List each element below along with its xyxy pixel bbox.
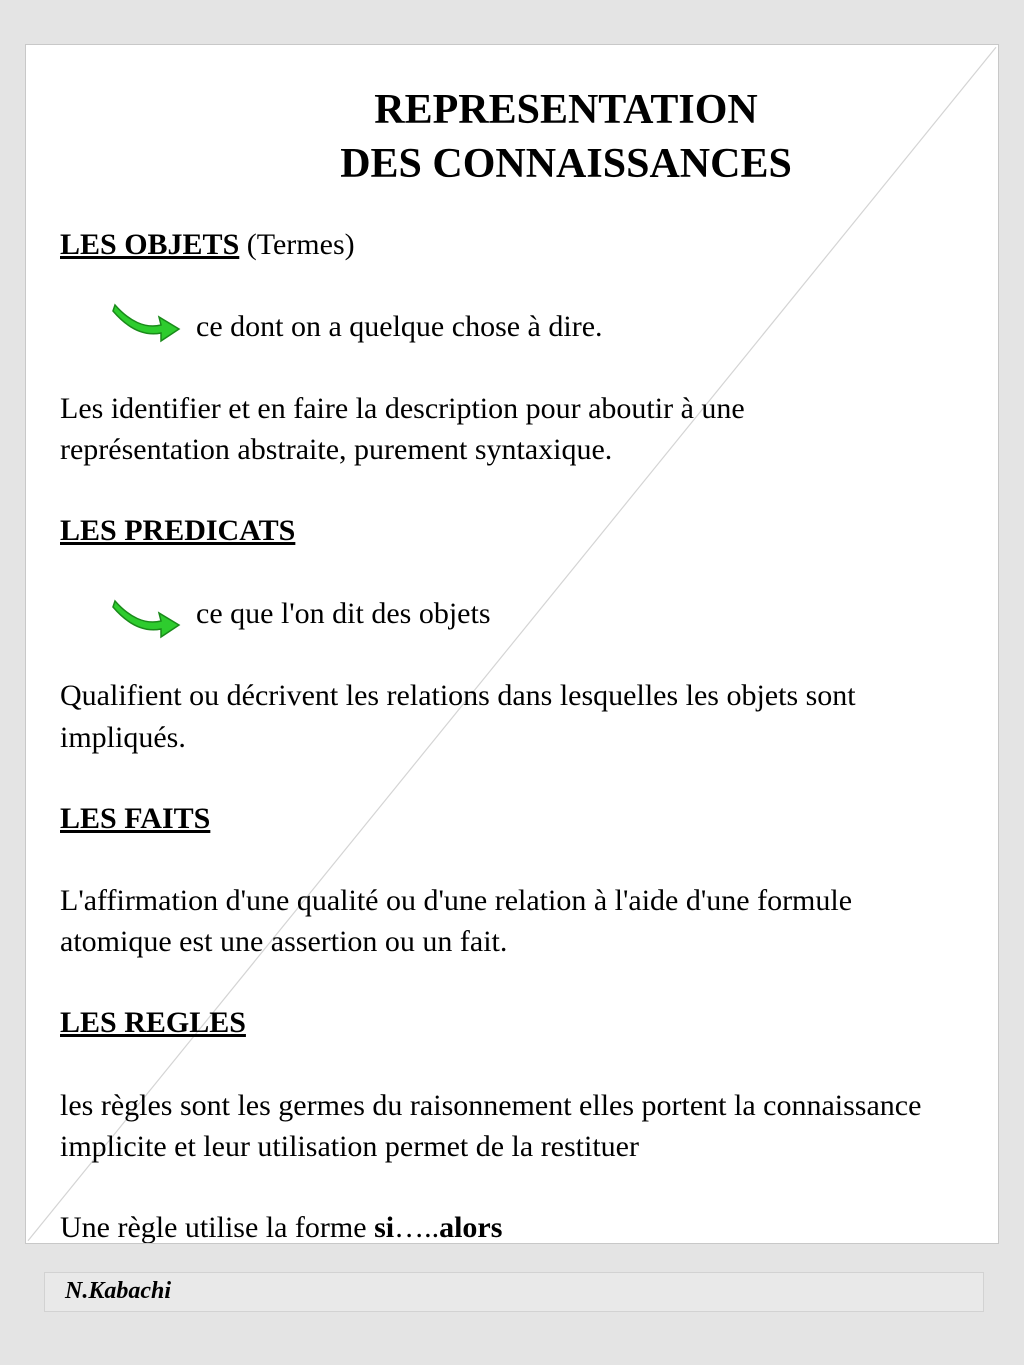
predicats-paragraph-line-2: impliqués. <box>60 721 186 754</box>
section-heading-objets: LES OBJETS <box>60 228 240 261</box>
regles-form-line <box>60 1208 502 1244</box>
section-objets-header <box>60 225 355 265</box>
slide-page <box>25 44 999 1244</box>
regles-form-dots: ….. <box>394 1211 440 1244</box>
page-title-line-2: DES CONNAISSANCES <box>340 141 792 187</box>
objets-bullet-text: ce dont on a quelque chose à dire. <box>196 310 603 343</box>
section-heading-regles: LES REGLES <box>60 1006 246 1039</box>
regles-form-alors: alors <box>439 1211 503 1244</box>
footer-author: N.Kabachi <box>65 1278 172 1304</box>
regles-paragraph-line-2: implicite et leur utilisation permet de la restituer <box>60 1130 639 1163</box>
faits-paragraph-line-1: L'affirmation d'une qualité ou d'une relation à l'aide d'une formule <box>60 884 853 917</box>
section-heading-faits: LES FAITS <box>60 802 211 835</box>
objets-paragraph-line-1: Les identifier et en faire la description pour aboutir à une <box>60 392 745 425</box>
page-title-line-1: REPRESENTATION <box>374 87 758 133</box>
faits-paragraph-line-2: atomique est une assertion ou un fait. <box>60 925 508 958</box>
objets-paragraph-line-2: représentation abstraite, purement syntaxique. <box>60 433 613 466</box>
section-subtitle-termes: (Termes) <box>246 228 355 261</box>
regles-form-si: si <box>374 1211 395 1244</box>
footer-bar <box>44 1272 984 1312</box>
regles-form-prefix: Une règle utilise la forme <box>60 1211 375 1244</box>
regles-paragraph-line-1: les règles sont les germes du raisonnement elles portent la connaissance <box>60 1089 922 1122</box>
green-curved-arrow-icon <box>111 591 183 639</box>
green-curved-arrow-icon <box>111 295 183 343</box>
predicats-paragraph-line-1: Qualifient ou décrivent les relations dans lesquelles les objets sont <box>60 679 856 712</box>
section-heading-predicats: LES PREDICATS <box>60 514 296 547</box>
predicats-bullet-text: ce que l'on dit des objets <box>196 597 491 630</box>
